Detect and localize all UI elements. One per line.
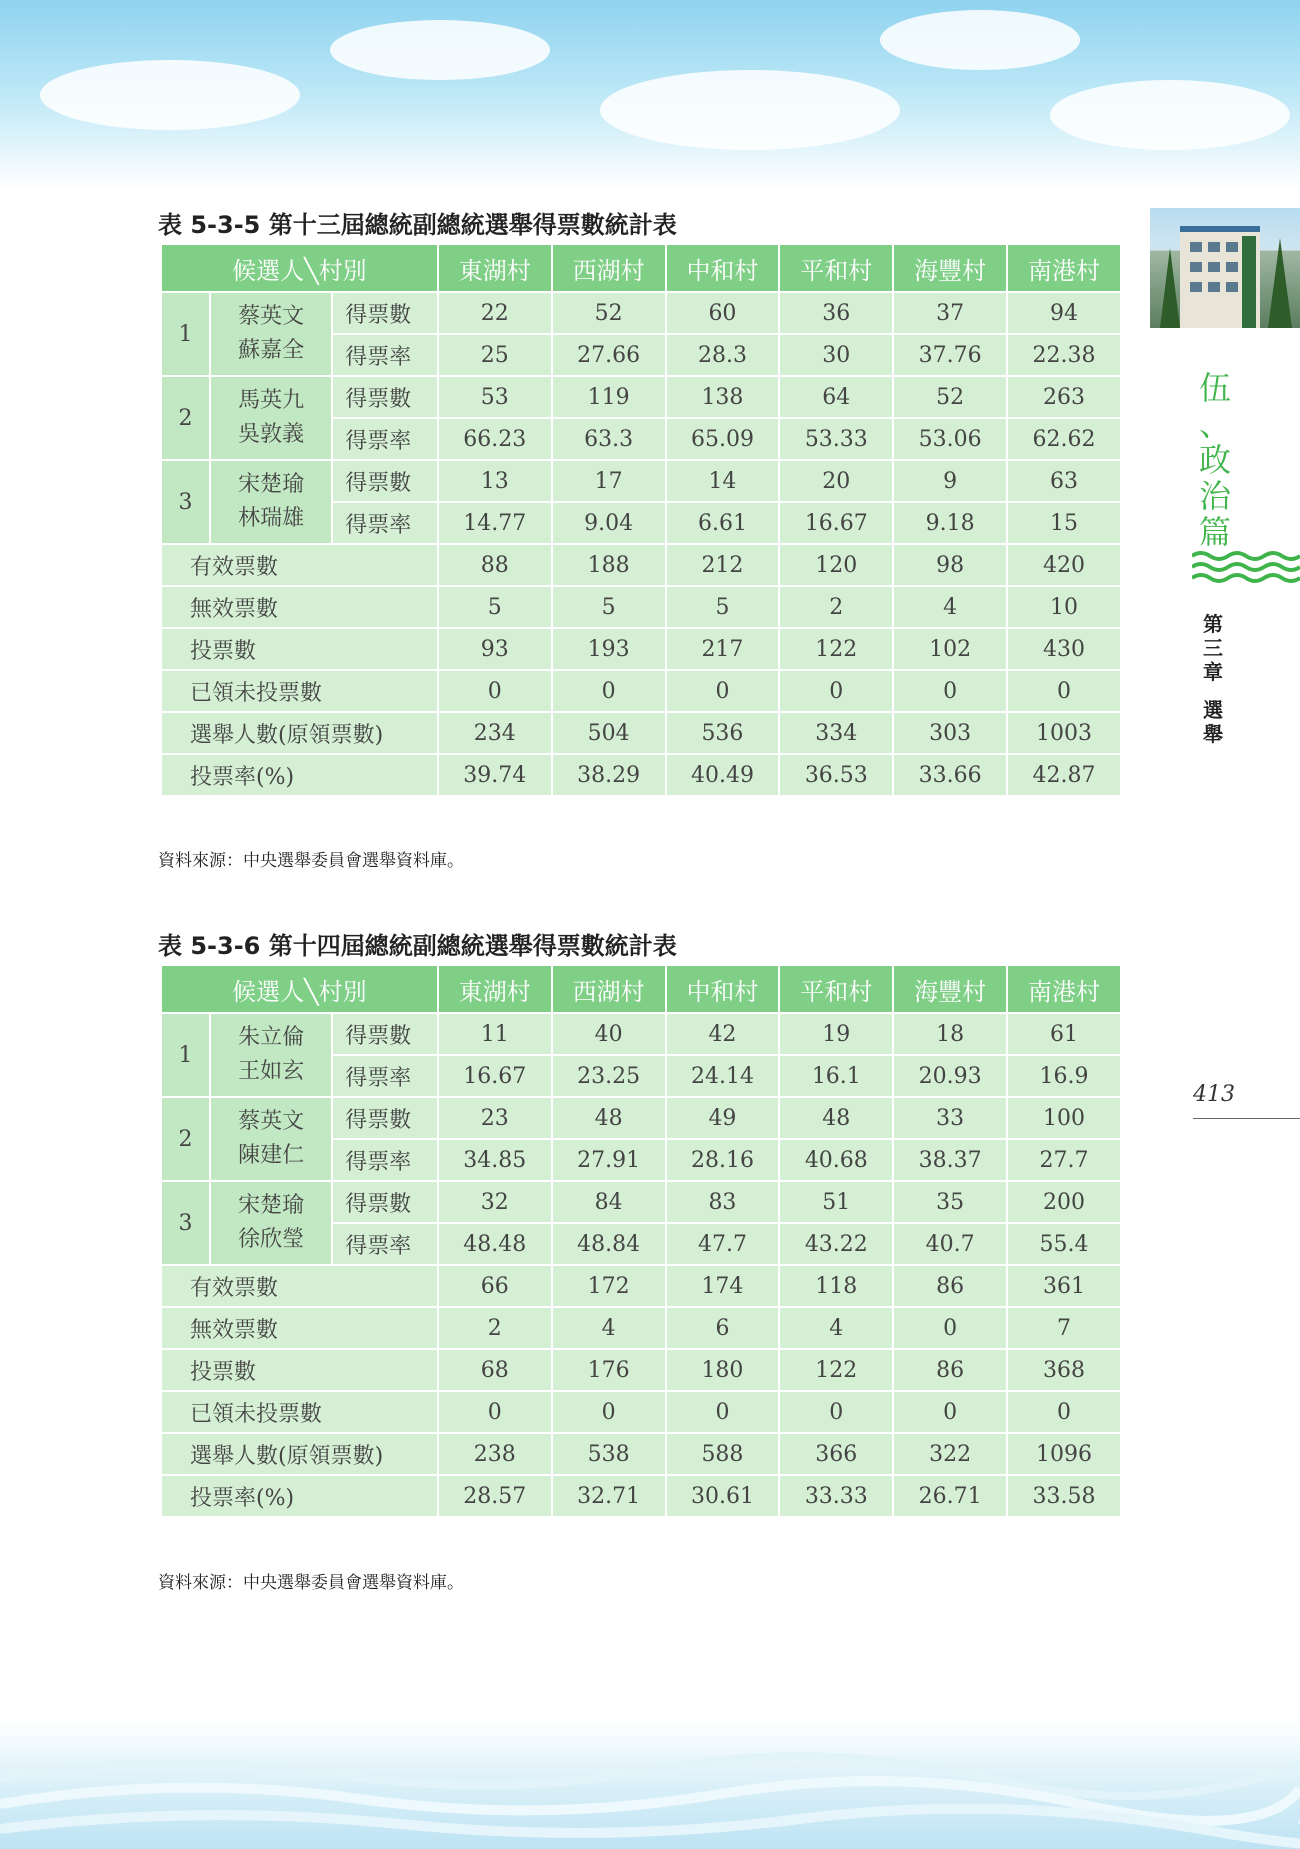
vote-rate-cell: 16.9 <box>1008 1056 1120 1096</box>
summary-value-cell: 238 <box>439 1434 551 1474</box>
table2-title: 表 5-3-6 第十四屆總統副總統選舉得票數統計表 <box>158 932 677 960</box>
summary-value-cell: 38.29 <box>553 755 665 795</box>
summary-value-cell: 0 <box>780 671 892 711</box>
summary-label: 投票率(%) <box>162 1476 437 1516</box>
vote-count-cell: 14 <box>667 461 779 501</box>
summary-value-cell: 322 <box>894 1434 1006 1474</box>
vote-rate-cell: 47.7 <box>667 1224 779 1264</box>
vote-rate-cell: 65.09 <box>667 419 779 459</box>
summary-label: 無效票數 <box>162 1308 437 1348</box>
summary-value-cell: 66 <box>439 1266 551 1306</box>
summary-value-cell: 303 <box>894 713 1006 753</box>
green-wave-icon <box>1192 550 1300 586</box>
section-title-vertical: 第 三 章 選 舉 <box>1203 612 1223 746</box>
vote-count-cell: 263 <box>1008 377 1120 417</box>
summary-value-cell: 536 <box>667 713 779 753</box>
summary-value-cell: 174 <box>667 1266 779 1306</box>
vote-count-cell: 11 <box>439 1014 551 1054</box>
vote-count-cell: 63 <box>1008 461 1120 501</box>
header-village: 平和村 <box>780 966 892 1012</box>
vote-count-cell: 83 <box>667 1182 779 1222</box>
vote-rate-cell: 24.14 <box>667 1056 779 1096</box>
summary-row <box>162 713 1120 753</box>
vote-rate-cell: 40.68 <box>780 1140 892 1180</box>
vote-count-cell: 37 <box>894 293 1006 333</box>
vote-count-cell: 20 <box>780 461 892 501</box>
vote-count-cell: 61 <box>1008 1014 1120 1054</box>
candidate-names <box>211 461 331 543</box>
header-village: 西湖村 <box>553 966 665 1012</box>
summary-value-cell: 420 <box>1008 545 1120 585</box>
vote-count-cell: 13 <box>439 461 551 501</box>
metric-label-votes: 得票數 <box>333 293 437 333</box>
summary-value-cell: 36.53 <box>780 755 892 795</box>
summary-value-cell: 33.58 <box>1008 1476 1120 1516</box>
building-photo <box>1150 208 1300 328</box>
candidate-name: 王如玄 <box>238 1059 305 1084</box>
vote-table-14th <box>160 964 1122 1518</box>
vote-table-13th <box>160 243 1122 797</box>
summary-value-cell: 102 <box>894 629 1006 669</box>
summary-value-cell: 430 <box>1008 629 1120 669</box>
summary-row <box>162 1434 1120 1474</box>
summary-label: 已領未投票數 <box>162 671 437 711</box>
metric-label-votes: 得票數 <box>333 377 437 417</box>
summary-row <box>162 545 1120 585</box>
summary-value-cell: 193 <box>553 629 665 669</box>
summary-value-cell: 32.71 <box>553 1476 665 1516</box>
summary-value-cell: 0 <box>894 1392 1006 1432</box>
summary-value-cell: 212 <box>667 545 779 585</box>
summary-label: 已領未投票數 <box>162 1392 437 1432</box>
candidate-votes-row <box>162 1098 1120 1138</box>
summary-value-cell: 538 <box>553 1434 665 1474</box>
table1-title: 表 5-3-5 第十三屆總統副總統選舉得票數統計表 <box>158 211 677 239</box>
vote-count-cell: 49 <box>667 1098 779 1138</box>
candidate-name: 吳敦義 <box>238 422 305 447</box>
summary-value-cell: 0 <box>553 671 665 711</box>
summary-label: 有效票數 <box>162 545 437 585</box>
vote-rate-cell: 22.38 <box>1008 335 1120 375</box>
candidate-name: 蘇嘉全 <box>238 338 305 363</box>
candidate-number: 1 <box>162 293 209 375</box>
vote-count-cell: 138 <box>667 377 779 417</box>
summary-row <box>162 755 1120 795</box>
summary-value-cell: 68 <box>439 1350 551 1390</box>
candidate-names <box>211 1182 331 1264</box>
header-candidate-village: 候選人╲村別 <box>162 966 437 1012</box>
vote-count-cell: 119 <box>553 377 665 417</box>
candidate-name: 陳建仁 <box>238 1143 305 1168</box>
vote-count-cell: 42 <box>667 1014 779 1054</box>
vote-count-cell: 32 <box>439 1182 551 1222</box>
summary-label: 無效票數 <box>162 587 437 627</box>
vote-rate-cell: 27.66 <box>553 335 665 375</box>
header-village: 南港村 <box>1008 245 1120 291</box>
metric-label-votes: 得票數 <box>333 1182 437 1222</box>
summary-value-cell: 2 <box>780 587 892 627</box>
summary-value-cell: 0 <box>439 671 551 711</box>
summary-value-cell: 4 <box>894 587 1006 627</box>
candidate-votes-row <box>162 1182 1120 1222</box>
vote-rate-cell: 62.62 <box>1008 419 1120 459</box>
summary-row <box>162 1266 1120 1306</box>
summary-value-cell: 176 <box>553 1350 665 1390</box>
vote-rate-cell: 53.33 <box>780 419 892 459</box>
summary-value-cell: 40.49 <box>667 755 779 795</box>
vote-count-cell: 48 <box>780 1098 892 1138</box>
vote-rate-cell: 43.22 <box>780 1224 892 1264</box>
candidate-number: 2 <box>162 1098 209 1180</box>
summary-value-cell: 2 <box>439 1308 551 1348</box>
summary-value-cell: 120 <box>780 545 892 585</box>
summary-value-cell: 0 <box>667 1392 779 1432</box>
summary-value-cell: 5 <box>667 587 779 627</box>
candidate-number: 3 <box>162 461 209 543</box>
candidate-names <box>211 377 331 459</box>
vote-rate-cell: 30 <box>780 335 892 375</box>
metric-label-votes: 得票數 <box>333 1014 437 1054</box>
summary-value-cell: 180 <box>667 1350 779 1390</box>
vote-count-cell: 18 <box>894 1014 1006 1054</box>
summary-value-cell: 6 <box>667 1308 779 1348</box>
candidate-name: 宋楚瑜 <box>238 472 305 497</box>
vote-count-cell: 100 <box>1008 1098 1120 1138</box>
candidate-name: 馬英九 <box>238 388 305 413</box>
vote-rate-cell: 9.04 <box>553 503 665 543</box>
vote-count-cell: 52 <box>894 377 1006 417</box>
summary-value-cell: 122 <box>780 1350 892 1390</box>
vote-rate-cell: 16.1 <box>780 1056 892 1096</box>
summary-row <box>162 1308 1120 1348</box>
candidate-names <box>211 293 331 375</box>
summary-value-cell: 39.74 <box>439 755 551 795</box>
candidate-names <box>211 1098 331 1180</box>
vote-rate-cell: 16.67 <box>780 503 892 543</box>
summary-value-cell: 1096 <box>1008 1434 1120 1474</box>
summary-value-cell: 234 <box>439 713 551 753</box>
metric-label-rate: 得票率 <box>333 1224 437 1264</box>
vote-count-cell: 52 <box>553 293 665 333</box>
vote-count-cell: 200 <box>1008 1182 1120 1222</box>
vote-rate-cell: 48.48 <box>439 1224 551 1264</box>
summary-value-cell: 0 <box>894 671 1006 711</box>
vote-rate-cell: 16.67 <box>439 1056 551 1096</box>
summary-label: 有效票數 <box>162 1266 437 1306</box>
summary-value-cell: 28.57 <box>439 1476 551 1516</box>
summary-value-cell: 0 <box>894 1308 1006 1348</box>
vote-count-cell: 17 <box>553 461 665 501</box>
summary-value-cell: 5 <box>553 587 665 627</box>
summary-label: 選舉人數(原領票數) <box>162 1434 437 1474</box>
summary-row <box>162 629 1120 669</box>
summary-value-cell: 368 <box>1008 1350 1120 1390</box>
metric-label-rate: 得票率 <box>333 335 437 375</box>
header-village: 海豐村 <box>894 245 1006 291</box>
candidate-name: 蔡英文 <box>238 304 305 329</box>
metric-label-rate: 得票率 <box>333 1140 437 1180</box>
page-number-rule <box>1193 1118 1300 1119</box>
summary-row <box>162 1350 1120 1390</box>
candidate-names <box>211 1014 331 1096</box>
summary-value-cell: 0 <box>553 1392 665 1432</box>
summary-label: 投票數 <box>162 629 437 669</box>
vote-rate-cell: 9.18 <box>894 503 1006 543</box>
wave-footer <box>0 1719 1300 1849</box>
summary-value-cell: 0 <box>439 1392 551 1432</box>
vote-rate-cell: 27.91 <box>553 1140 665 1180</box>
vote-rate-cell: 27.7 <box>1008 1140 1120 1180</box>
header-candidate-village: 候選人╲村別 <box>162 245 437 291</box>
vote-rate-cell: 55.4 <box>1008 1224 1120 1264</box>
summary-value-cell: 86 <box>894 1350 1006 1390</box>
candidate-number: 2 <box>162 377 209 459</box>
table2-source: 資料來源：中央選舉委員會選舉資料庫。 <box>158 1573 464 1593</box>
candidate-name: 林瑞雄 <box>238 506 305 531</box>
header-village: 平和村 <box>780 245 892 291</box>
summary-row <box>162 671 1120 711</box>
summary-value-cell: 93 <box>439 629 551 669</box>
header-village: 南港村 <box>1008 966 1120 1012</box>
metric-label-votes: 得票數 <box>333 1098 437 1138</box>
summary-value-cell: 188 <box>553 545 665 585</box>
vote-count-cell: 48 <box>553 1098 665 1138</box>
sky-background <box>0 0 1300 190</box>
summary-value-cell: 366 <box>780 1434 892 1474</box>
vote-count-cell: 94 <box>1008 293 1120 333</box>
summary-value-cell: 30.61 <box>667 1476 779 1516</box>
vote-count-cell: 51 <box>780 1182 892 1222</box>
summary-value-cell: 504 <box>553 713 665 753</box>
vote-count-cell: 60 <box>667 293 779 333</box>
candidate-votes-row <box>162 293 1120 333</box>
vote-count-cell: 22 <box>439 293 551 333</box>
summary-value-cell: 172 <box>553 1266 665 1306</box>
summary-value-cell: 88 <box>439 545 551 585</box>
vote-rate-cell: 38.37 <box>894 1140 1006 1180</box>
summary-value-cell: 4 <box>780 1308 892 1348</box>
summary-value-cell: 98 <box>894 545 1006 585</box>
summary-value-cell: 5 <box>439 587 551 627</box>
vote-count-cell: 35 <box>894 1182 1006 1222</box>
header-village: 海豐村 <box>894 966 1006 1012</box>
vote-rate-cell: 6.61 <box>667 503 779 543</box>
summary-row <box>162 1476 1120 1516</box>
summary-value-cell: 4 <box>553 1308 665 1348</box>
metric-label-rate: 得票率 <box>333 1056 437 1096</box>
vote-count-cell: 40 <box>553 1014 665 1054</box>
page-number: 413 <box>1193 1082 1235 1107</box>
vote-rate-cell: 15 <box>1008 503 1120 543</box>
vote-rate-cell: 28.16 <box>667 1140 779 1180</box>
candidate-name: 徐欣瑩 <box>238 1227 305 1252</box>
candidate-name: 蔡英文 <box>238 1109 305 1134</box>
candidate-number: 3 <box>162 1182 209 1264</box>
summary-value-cell: 42.87 <box>1008 755 1120 795</box>
header-village: 中和村 <box>667 245 779 291</box>
summary-value-cell: 361 <box>1008 1266 1120 1306</box>
candidate-votes-row <box>162 377 1120 417</box>
metric-label-rate: 得票率 <box>333 503 437 543</box>
summary-value-cell: 33.33 <box>780 1476 892 1516</box>
vote-count-cell: 33 <box>894 1098 1006 1138</box>
vote-count-cell: 53 <box>439 377 551 417</box>
vote-rate-cell: 53.06 <box>894 419 1006 459</box>
vote-count-cell: 19 <box>780 1014 892 1054</box>
vote-rate-cell: 34.85 <box>439 1140 551 1180</box>
vote-count-cell: 84 <box>553 1182 665 1222</box>
header-village: 東湖村 <box>439 966 551 1012</box>
summary-value-cell: 217 <box>667 629 779 669</box>
summary-value-cell: 0 <box>1008 671 1120 711</box>
candidate-votes-row <box>162 1014 1120 1054</box>
candidate-name: 宋楚瑜 <box>238 1193 305 1218</box>
metric-label-votes: 得票數 <box>333 461 437 501</box>
summary-value-cell: 334 <box>780 713 892 753</box>
summary-value-cell: 118 <box>780 1266 892 1306</box>
summary-value-cell: 588 <box>667 1434 779 1474</box>
candidate-number: 1 <box>162 1014 209 1096</box>
summary-label: 選舉人數(原領票數) <box>162 713 437 753</box>
vote-rate-cell: 40.7 <box>894 1224 1006 1264</box>
header-village: 中和村 <box>667 966 779 1012</box>
summary-value-cell: 1003 <box>1008 713 1120 753</box>
vote-count-cell: 23 <box>439 1098 551 1138</box>
vote-rate-cell: 63.3 <box>553 419 665 459</box>
summary-value-cell: 10 <box>1008 587 1120 627</box>
vote-rate-cell: 20.93 <box>894 1056 1006 1096</box>
summary-value-cell: 0 <box>667 671 779 711</box>
summary-value-cell: 86 <box>894 1266 1006 1306</box>
chapter-title-vertical: 伍 、 政 治 篇 <box>1198 369 1231 551</box>
summary-value-cell: 0 <box>780 1392 892 1432</box>
candidate-votes-row <box>162 461 1120 501</box>
summary-row <box>162 1392 1120 1432</box>
summary-value-cell: 26.71 <box>894 1476 1006 1516</box>
vote-rate-cell: 23.25 <box>553 1056 665 1096</box>
vote-rate-cell: 37.76 <box>894 335 1006 375</box>
metric-label-rate: 得票率 <box>333 419 437 459</box>
vote-rate-cell: 48.84 <box>553 1224 665 1264</box>
summary-value-cell: 33.66 <box>894 755 1006 795</box>
table1-source: 資料來源：中央選舉委員會選舉資料庫。 <box>158 851 464 871</box>
vote-count-cell: 9 <box>894 461 1006 501</box>
summary-label: 投票數 <box>162 1350 437 1390</box>
summary-row <box>162 587 1120 627</box>
vote-rate-cell: 28.3 <box>667 335 779 375</box>
vote-count-cell: 64 <box>780 377 892 417</box>
header-village: 西湖村 <box>553 245 665 291</box>
vote-rate-cell: 66.23 <box>439 419 551 459</box>
summary-label: 投票率(%) <box>162 755 437 795</box>
vote-rate-cell: 25 <box>439 335 551 375</box>
vote-rate-cell: 14.77 <box>439 503 551 543</box>
summary-value-cell: 0 <box>1008 1392 1120 1432</box>
vote-count-cell: 36 <box>780 293 892 333</box>
header-village: 東湖村 <box>439 245 551 291</box>
candidate-name: 朱立倫 <box>238 1025 305 1050</box>
summary-value-cell: 122 <box>780 629 892 669</box>
summary-value-cell: 7 <box>1008 1308 1120 1348</box>
